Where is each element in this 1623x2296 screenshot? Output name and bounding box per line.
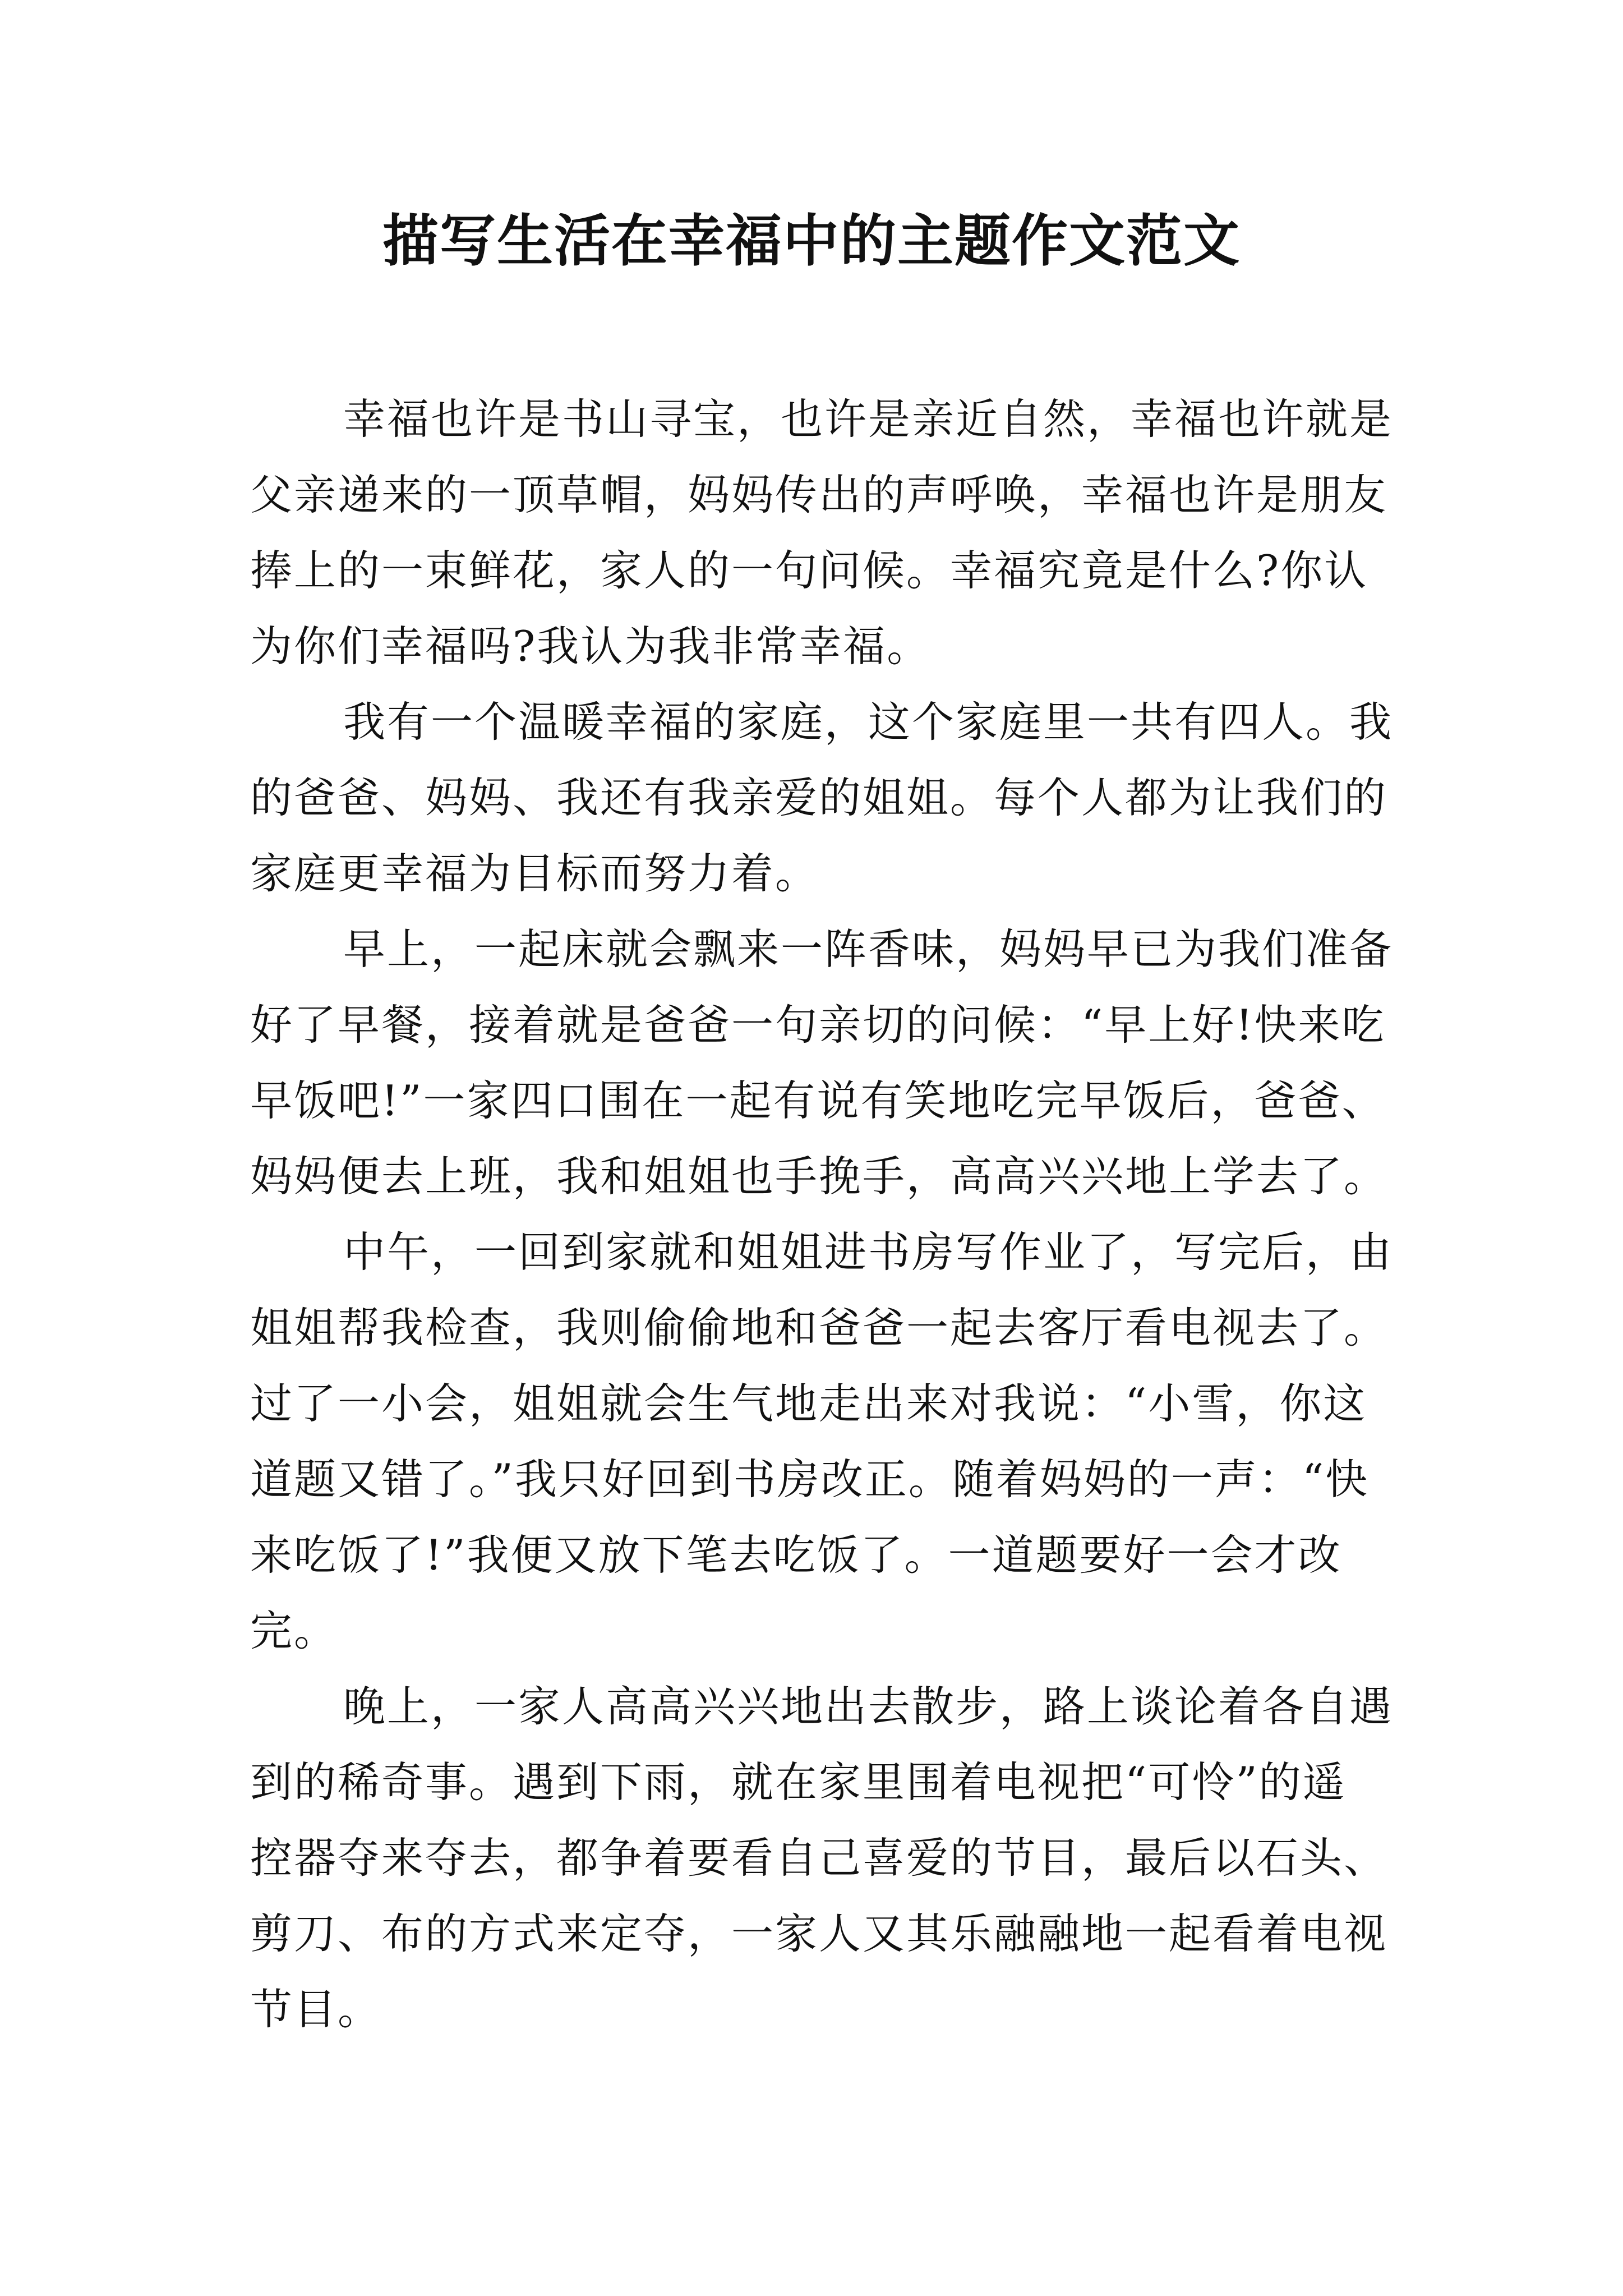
text-line: 来吃饭了!”我便又放下笔去吃饭了。一道题要好一会才改	[250, 1530, 1342, 1580]
text-line: 剪刀、布的方式来定夺，一家人又其乐融融地一起看着电视	[250, 1909, 1388, 1958]
text-line: 控器夺来夺去，都争着要看自己喜爱的节目，最后以石头、	[250, 1833, 1388, 1883]
text-line: 姐姐帮我检查，我则偷偷地和爸爸一起去客厅看电视去了。	[250, 1303, 1388, 1352]
document-title: 描写生活在幸福中的主题作文范文	[382, 208, 1241, 274]
document-body	[250, 381, 1394, 2047]
text-line: 过了一小会，姐姐就会生气地走出来对我说：“小雪，你这	[250, 1379, 1367, 1428]
text-line: 道题又错了。”我只好回到书房改正。随着妈妈的一声：“快	[250, 1455, 1370, 1504]
text-line: 早饭吧!”一家四口围在一起有说有笑地吃完早饭后，爸爸、	[250, 1076, 1386, 1125]
text-line: 晚上，一家人高高兴兴地出去散步，路上谈论着各自遇	[343, 1682, 1394, 1731]
text-line: 妈妈便去上班，我和姐姐也手挽手，高高兴兴地上学去了。	[250, 1152, 1388, 1201]
text-line: 为你们幸福吗?我认为我非常幸福。	[250, 622, 931, 671]
text-line: 幸福也许是书山寻宝，也许是亲近自然，幸福也许就是	[343, 394, 1394, 444]
text-line: 捧上的一束鲜花，家人的一句问候。幸福究竟是什么?你认	[250, 546, 1368, 595]
text-line: 家庭更幸福为目标而努力着。	[250, 849, 819, 898]
text-line: 节目。	[250, 1985, 382, 2034]
text-line: 完。	[250, 1606, 338, 1655]
text-line: 我有一个温暖幸福的家庭，这个家庭里一共有四人。我	[343, 697, 1394, 747]
text-line: 的爸爸、妈妈、我还有我亲爱的姐姐。每个人都为让我们的	[250, 773, 1388, 822]
text-line: 早上，一起床就会飘来一阵香味，妈妈早已为我们准备	[343, 924, 1394, 974]
text-line: 好了早餐，接着就是爸爸一句亲切的问候：“早上好!快来吃	[250, 1000, 1386, 1050]
text-line: 父亲递来的一顶草帽，妈妈传出的声呼唤，幸福也许是朋友	[250, 470, 1388, 519]
text-line: 中午，一回到家就和姐姐进书房写作业了，写完后，由	[343, 1227, 1394, 1277]
text-line: 到的稀奇事。遇到下雨，就在家里围着电视把“可怜”的遥	[250, 1757, 1347, 1807]
